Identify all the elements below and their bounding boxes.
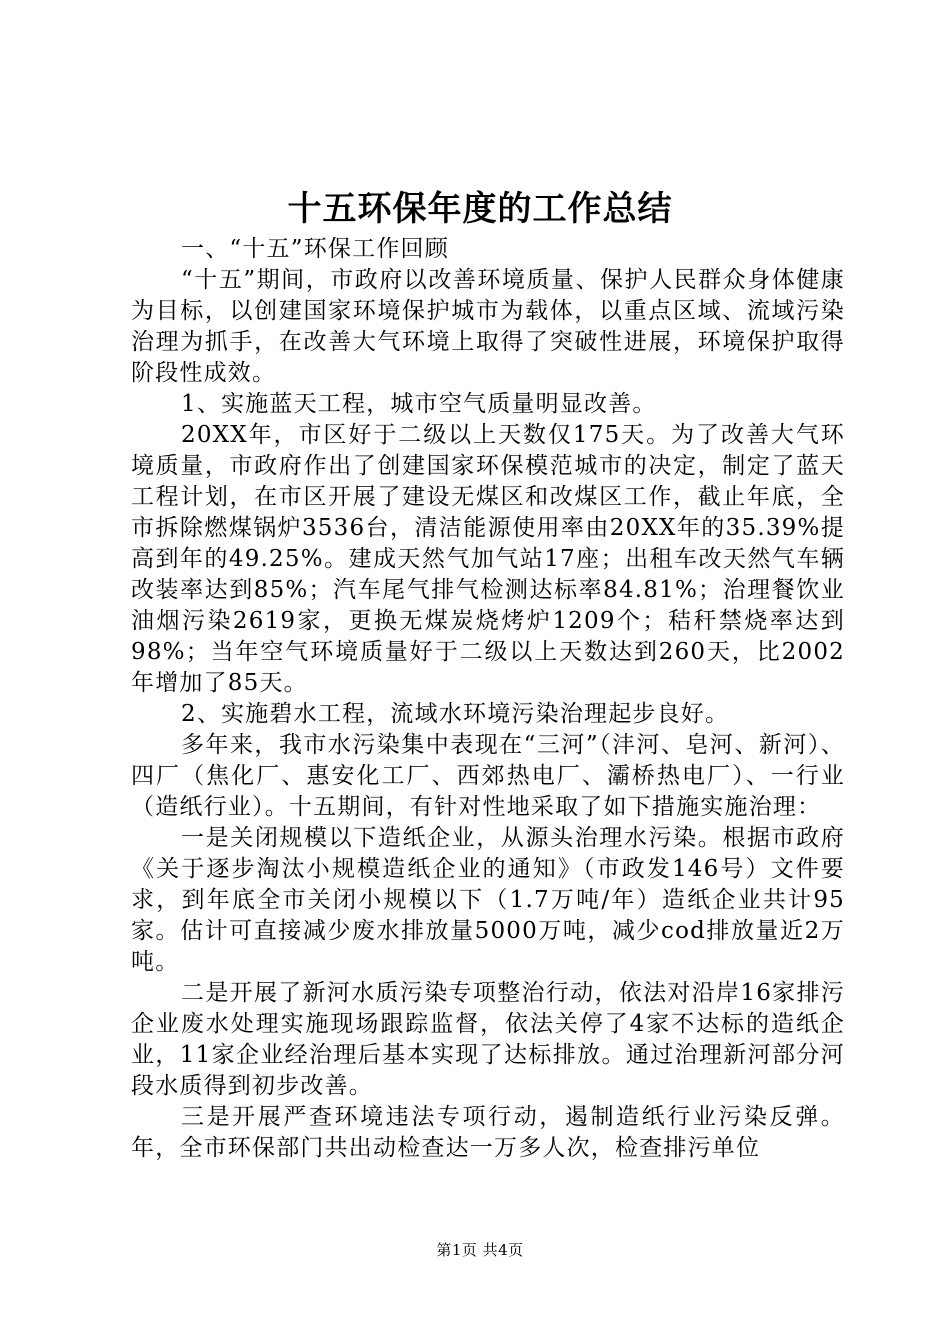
document-body (131, 234, 845, 1164)
paragraph: 多年来，我市水污染集中表现在“三河”（沣河、皂河、新河）、四厂（焦化厂、惠安化工厂、西郊热电厂、灞桥热电厂）、一行业（造纸行业）。十五期间，有针对性地采取了如下措施实施治理： (131, 732, 845, 820)
paragraph: “十五”期间，市政府以改善环境质量、保护人民群众身体健康为目标，以创建国家环境保护城市为载体，以重点区域、流域污染治理为抓手，在改善大气环境上取得了突破性进展，环境保护取得阶段性成效。 (131, 267, 845, 386)
paragraph: 20XX年，市区好于二级以上天数仅175天。为了改善大气环境质量，市政府作出了创建国家环保模范城市的决定，制定了蓝天工程计划，在市区开展了建设无煤区和改煤区工作，截止年底，全市拆除燃煤锅炉3536台，清洁能源使用率由20XX年的35.39%提高到年的49.25%。建成天然气加气站17座；出租车改天然气车辆改装率达到85%；汽车尾气排气检测达标率84.81%；治理餐饮业油烟污染2619家，更换无煤炭烧烤炉1209个；秸秆禁烧率达到98%；当年空气环境质量好于二级以上天数达到260天，比2002年增加了85天。 (131, 422, 845, 696)
subsection-heading: 1、实施蓝天工程，城市空气质量明显改善。 (181, 391, 657, 417)
subsection-heading: 2、实施碧水工程，流域水环境污染治理起步良好。 (181, 701, 730, 727)
page-number-footer: 第1页 共4页 (436, 1241, 524, 1259)
section-heading: 一、“十五”环保工作回顾 (181, 236, 449, 262)
paragraph: 二是开展了新河水质污染专项整治行动，依法对沿岸16家排污企业废水处理实施现场跟踪监督，依法关停了4家不达标的造纸企业，11家企业经治理后基本实现了达标排放。通过治理新河部分河段水质得到初步改善。 (131, 980, 845, 1099)
paragraph: 三是开展严查环境违法专项行动，遏制造纸行业污染反弹。年，全市环保部门共出动检查达一万多人次，检查排污单位 (131, 1104, 845, 1161)
paragraph: 一是关闭规模以下造纸企业，从源头治理水污染。根据市政府《关于逐步淘汰小规模造纸企业的通知》（市政发146号）文件要求，到年底全市关闭小规模以下（1.7万吨/年）造纸企业共计95家。估计可直接减少废水排放量5000万吨，减少cod排放量近2万吨。 (131, 825, 845, 975)
document-title: 十五环保年度的工作总结 (287, 189, 673, 229)
